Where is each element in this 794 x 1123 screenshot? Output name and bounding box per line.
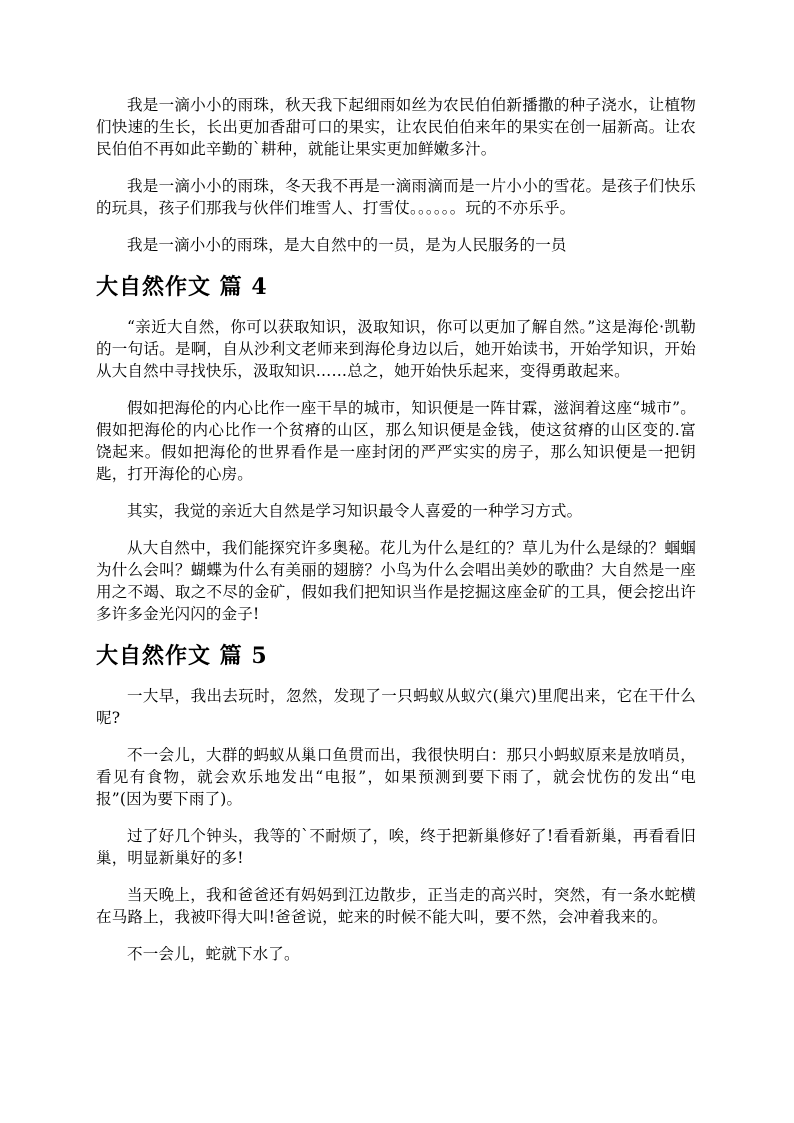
paragraph: “亲近大自然，你可以获取知识，汲取知识，你可以更加了解自然。”这是海伦·凯勒的一句话。是啊，自从沙利文老师来到海伦身边以后，她开始读书，开始学知识，开始从大自然中寻找快乐，汲取知识……总之，她开始快乐起来，变得勇敢起来。: [96, 318, 696, 380]
paragraph: 我是一滴小小的雨珠，冬天我不再是一滴雨滴而是一片小小的雪花。是孩子们快乐的玩具，孩子们那我与伙伴们堆雪人、打雪仗。。。。。。玩的不亦乐乎。: [96, 177, 696, 217]
essay-section-5: [96, 641, 696, 965]
paragraph: 其实，我觉的亲近大自然是学习知识最令人喜爱的一种学习方式。: [127, 502, 583, 520]
paragraph: 过了好几个钟头，我等的`不耐烦了，唉，终于把新巢修好了!看看新巢，再看看旧巢，明显新巢好的多!: [96, 827, 696, 867]
paragraph: 假如把海伦的内心比作一座干旱的城市，知识便是一阵甘霖，滋润着这座“城市”。假如把海伦的内心比作一个贫瘠的山区，那么知识便是金钱，使这贫瘠的山区变的.富饶起来。假如把海伦的世界看作是一座封闭的严严实实的房子，那么知识便是一把钥匙，打开海伦的心房。: [96, 399, 696, 483]
essay-section-3-continued: [96, 94, 696, 256]
paragraph: 我是一滴小小的雨珠，秋天我下起细雨如丝为农民伯伯新播撒的种子浇水，让植物们快速的生长，长出更加香甜可口的果实，让农民伯伯来年的果实在创一届新高。让农民伯伯不再如此辛勤的`耕种，就能让果实更加鲜嫩多汁。: [96, 96, 696, 158]
paragraph: 不一会儿，大群的蚂蚁从巢口鱼贯而出，我很快明白：那只小蚂蚁原来是放哨员，看见有食物，就会欢乐地发出“电报”，如果预测到要下雨了，就会忧伤的发出“电报”(因为要下雨了)。: [96, 746, 696, 808]
paragraph: 一大早，我出去玩时，忽然，发现了一只蚂蚁从蚁穴(巢穴)里爬出来，它在干什么呢?: [96, 687, 696, 727]
paragraph: 我是一滴小小的雨珠，是大自然中的一员，是为人民服务的一员: [127, 236, 567, 254]
essay-section-4: [96, 272, 696, 625]
section-heading: 大自然作文 篇 5: [96, 643, 268, 669]
section-heading: 大自然作文 篇 4: [96, 274, 268, 300]
paragraph: 不一会儿，蛇就下水了。: [127, 945, 300, 963]
paragraph: 从大自然中，我们能探究许多奥秘。花儿为什么是红的？草儿为什么是绿的？蝈蝈为什么会叫？蝴蝶为什么有美丽的翅膀？小鸟为什么会唱出美妙的歌曲？大自然是一座用之不竭、取之不尽的金矿，假如我们把知识当作是挖掘这座金矿的工具，便会挖出许多许多金光闪闪的金子!: [96, 539, 696, 623]
paragraph: 当天晚上，我和爸爸还有妈妈到江边散步，正当走的高兴时，突然，有一条水蛇横在马路上，我被吓得大叫!爸爸说，蛇来的时候不能大叫，要不然，会冲着我来的。: [96, 886, 696, 926]
document-page: [96, 94, 696, 980]
